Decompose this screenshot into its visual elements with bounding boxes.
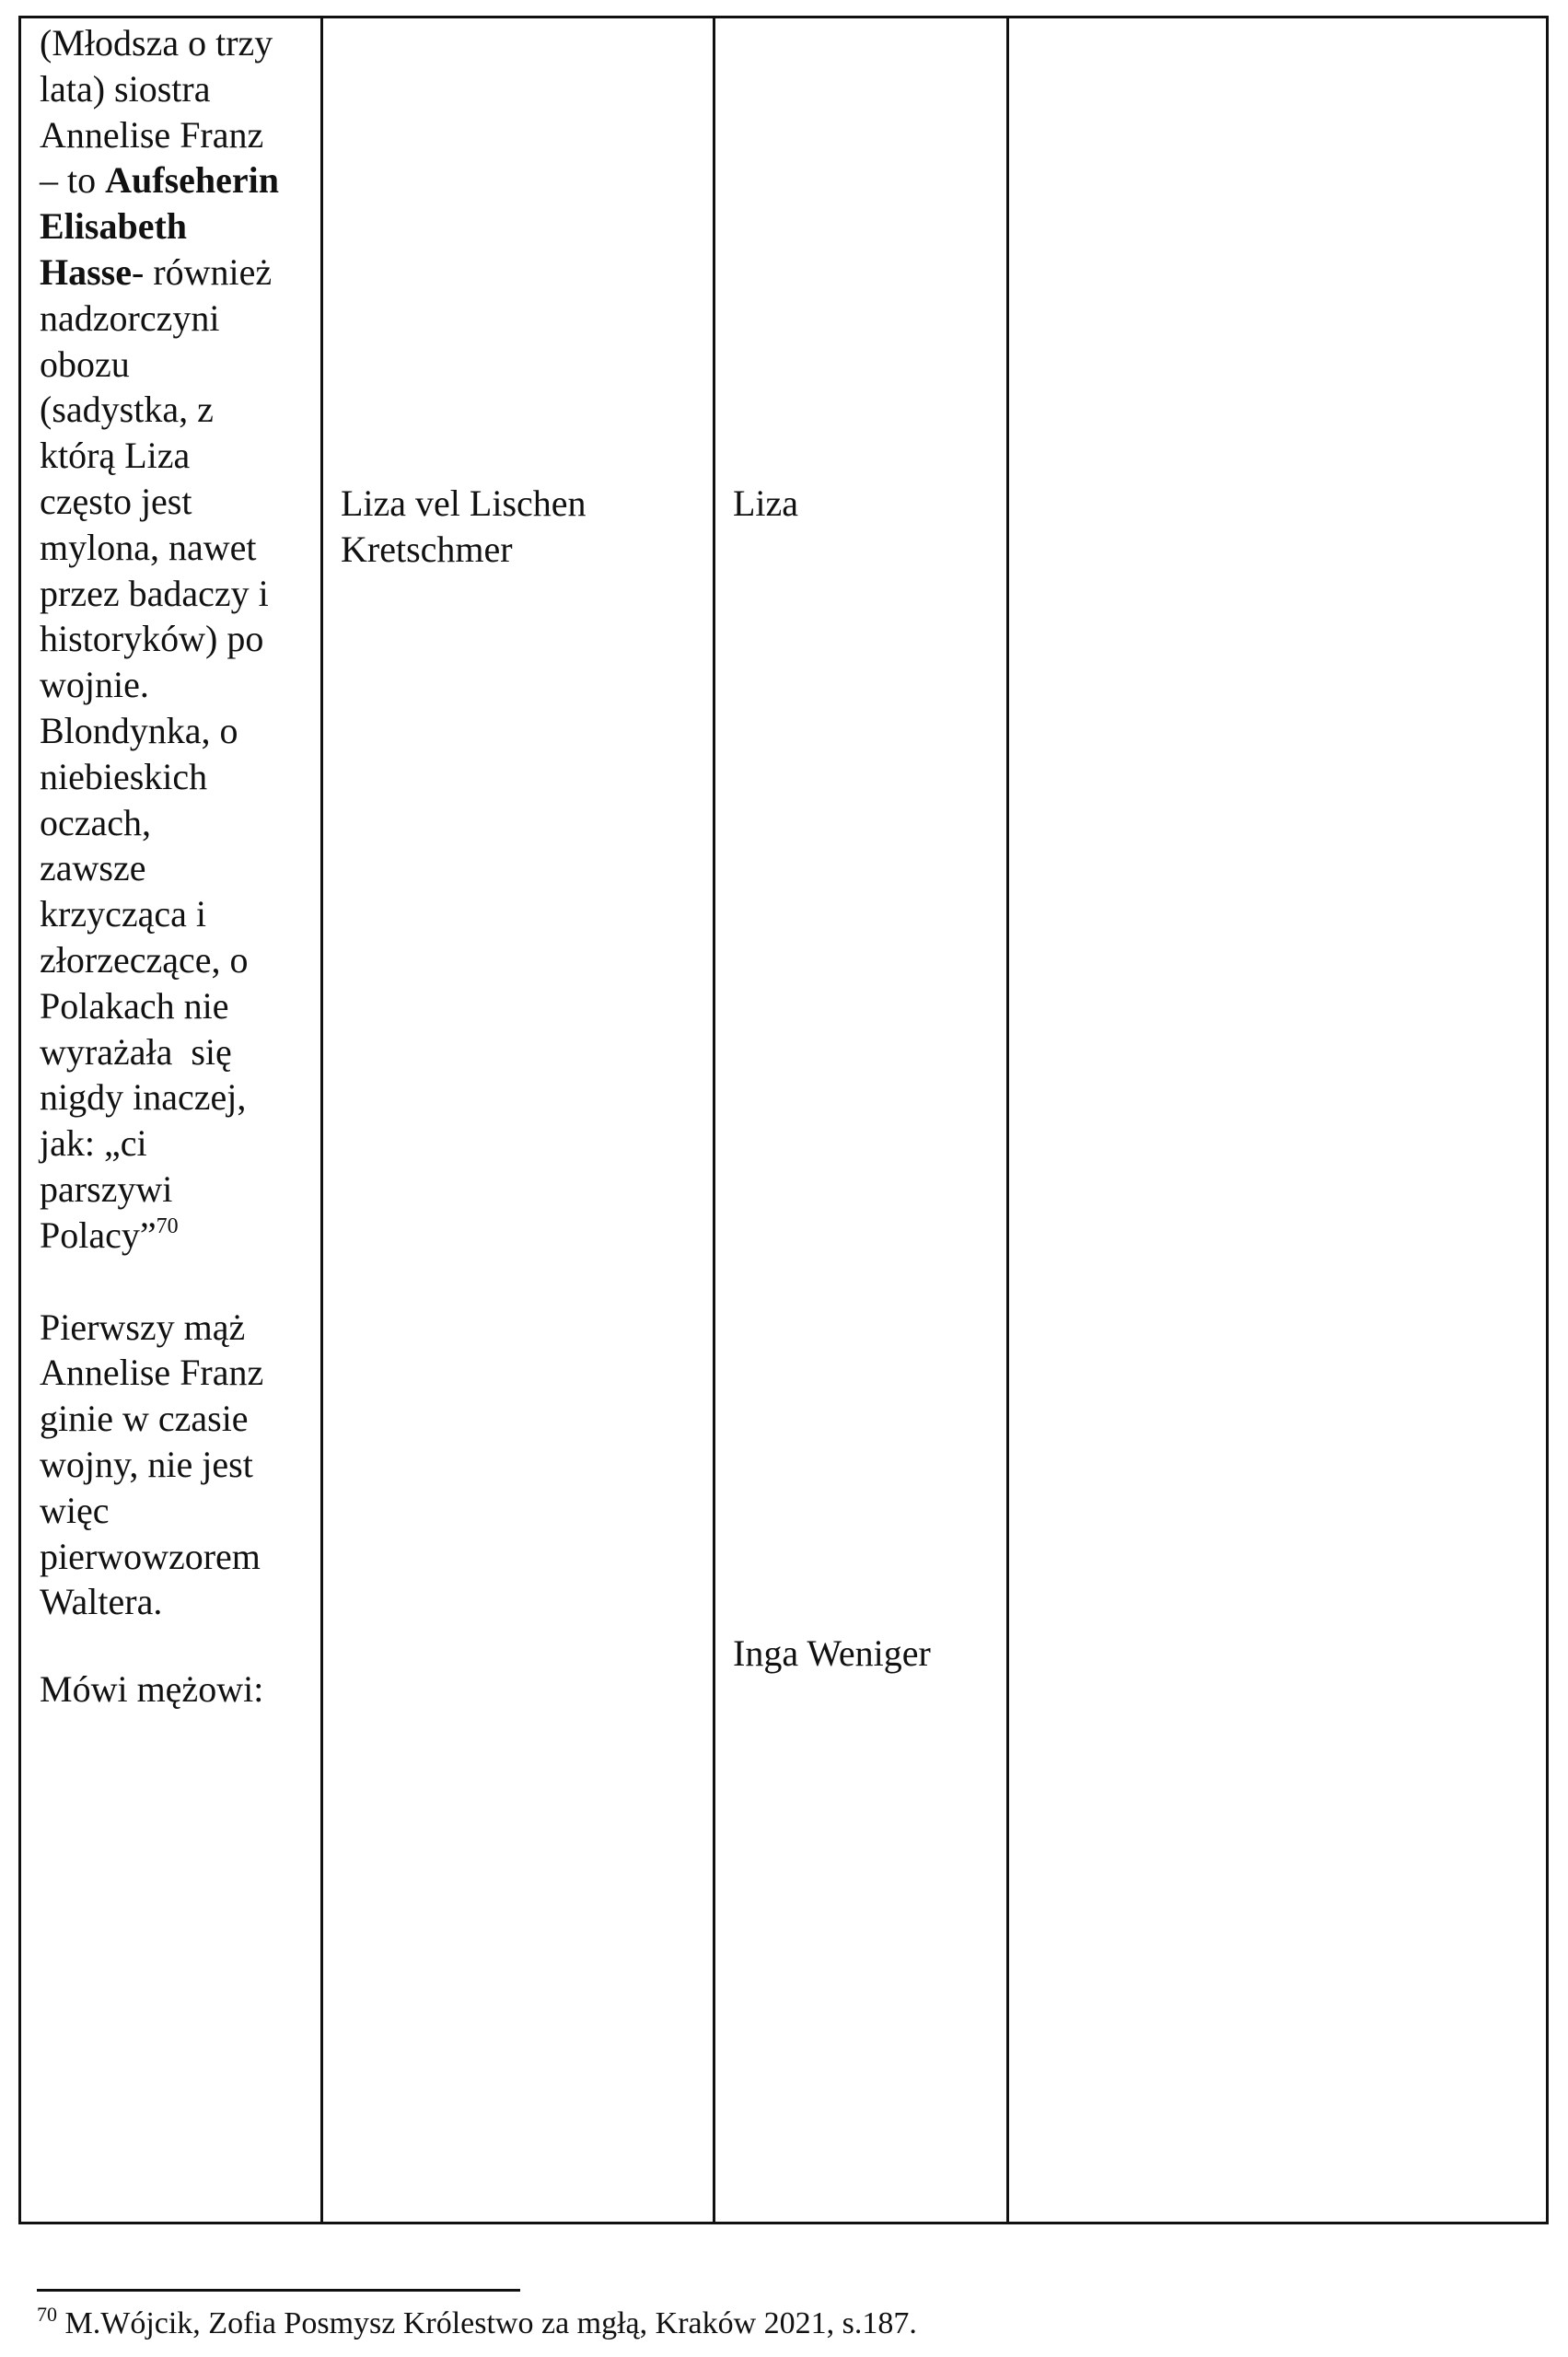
text-line: Annelise Franz (40, 113, 264, 156)
bold-text: Aufseherin (105, 159, 280, 202)
text-line: Blondynka, o (40, 709, 238, 751)
text-line: Polakach nie (40, 984, 229, 1027)
text-line: Kretschmer (341, 528, 513, 570)
text-line: (Młodsza o trzy (40, 22, 273, 64)
footnote-separator (37, 2289, 520, 2292)
text-line: oczach, (40, 801, 152, 843)
text-line: złorzeczące, o (40, 938, 249, 981)
footnote (37, 2305, 917, 2342)
text-fragment: - również (132, 250, 273, 293)
paragraph-says (40, 1666, 307, 1713)
text-line: wojny, nie jest (40, 1443, 253, 1485)
table-cell-empty (1006, 18, 1546, 2222)
text-line: którą Liza (40, 435, 191, 477)
text-line (40, 250, 307, 296)
table-cell-names (713, 18, 1006, 2222)
cell-description-text (40, 20, 307, 1713)
text-line: Mówi mężowi: (40, 1668, 264, 1711)
text-line (40, 157, 307, 203)
text-line: przez badaczy i (40, 572, 269, 614)
text-fragment: – to (40, 159, 106, 202)
text-line: lata) siostra (40, 67, 211, 110)
text-line: pierwowzorem (40, 1535, 261, 1577)
name-inga-weniger: Inga Weniger (733, 1632, 931, 1674)
paragraph-sister (40, 20, 307, 1259)
table-cell-description (21, 18, 320, 2222)
text-line: (sadystka, z (40, 389, 214, 431)
paragraph-husband (40, 1305, 307, 1626)
text-line: zawsze (40, 847, 146, 889)
text-line: ginie w czasie (40, 1398, 249, 1440)
text-line (40, 203, 307, 250)
text-line: historyków) po (40, 618, 264, 660)
character-name (341, 481, 587, 573)
text-line: Liza vel Lischen (341, 482, 587, 524)
text-line: wojnie. (40, 664, 149, 706)
table-cell-character (320, 18, 713, 2222)
text-line: więc (40, 1489, 110, 1531)
text-line: mylona, nawet (40, 526, 257, 568)
text-line: nigdy inaczej, (40, 1076, 247, 1119)
bold-text: Hasse (40, 250, 132, 293)
text-line: nadzorczyni (40, 296, 220, 339)
footnote-reference[interactable]: 70 (156, 1213, 179, 1238)
bold-text: Elisabeth (40, 205, 188, 248)
comparison-table (18, 16, 1549, 2224)
text-line: niebieskich (40, 755, 208, 797)
footnote-text: M.Wójcik, Zofia Posmysz Królestwo za mgłą, Kraków 2021, s.187. (57, 2306, 917, 2340)
footnote-number: 70 (37, 2303, 57, 2326)
text-fragment: Polacy” (40, 1213, 157, 1256)
text-line: parszywi (40, 1167, 173, 1210)
text-line: często jest (40, 480, 192, 522)
text-line: wyrażała się (40, 1030, 232, 1073)
text-line: obozu (40, 343, 130, 385)
text-line: Pierwszy mąż (40, 1306, 246, 1348)
name-liza: Liza (733, 482, 799, 524)
text-line: Annelise Franz (40, 1352, 264, 1394)
text-line (40, 1213, 307, 1259)
text-line: krzycząca i (40, 893, 206, 935)
text-line: Waltera. (40, 1581, 163, 1623)
text-line: jak: „ci (40, 1122, 147, 1165)
